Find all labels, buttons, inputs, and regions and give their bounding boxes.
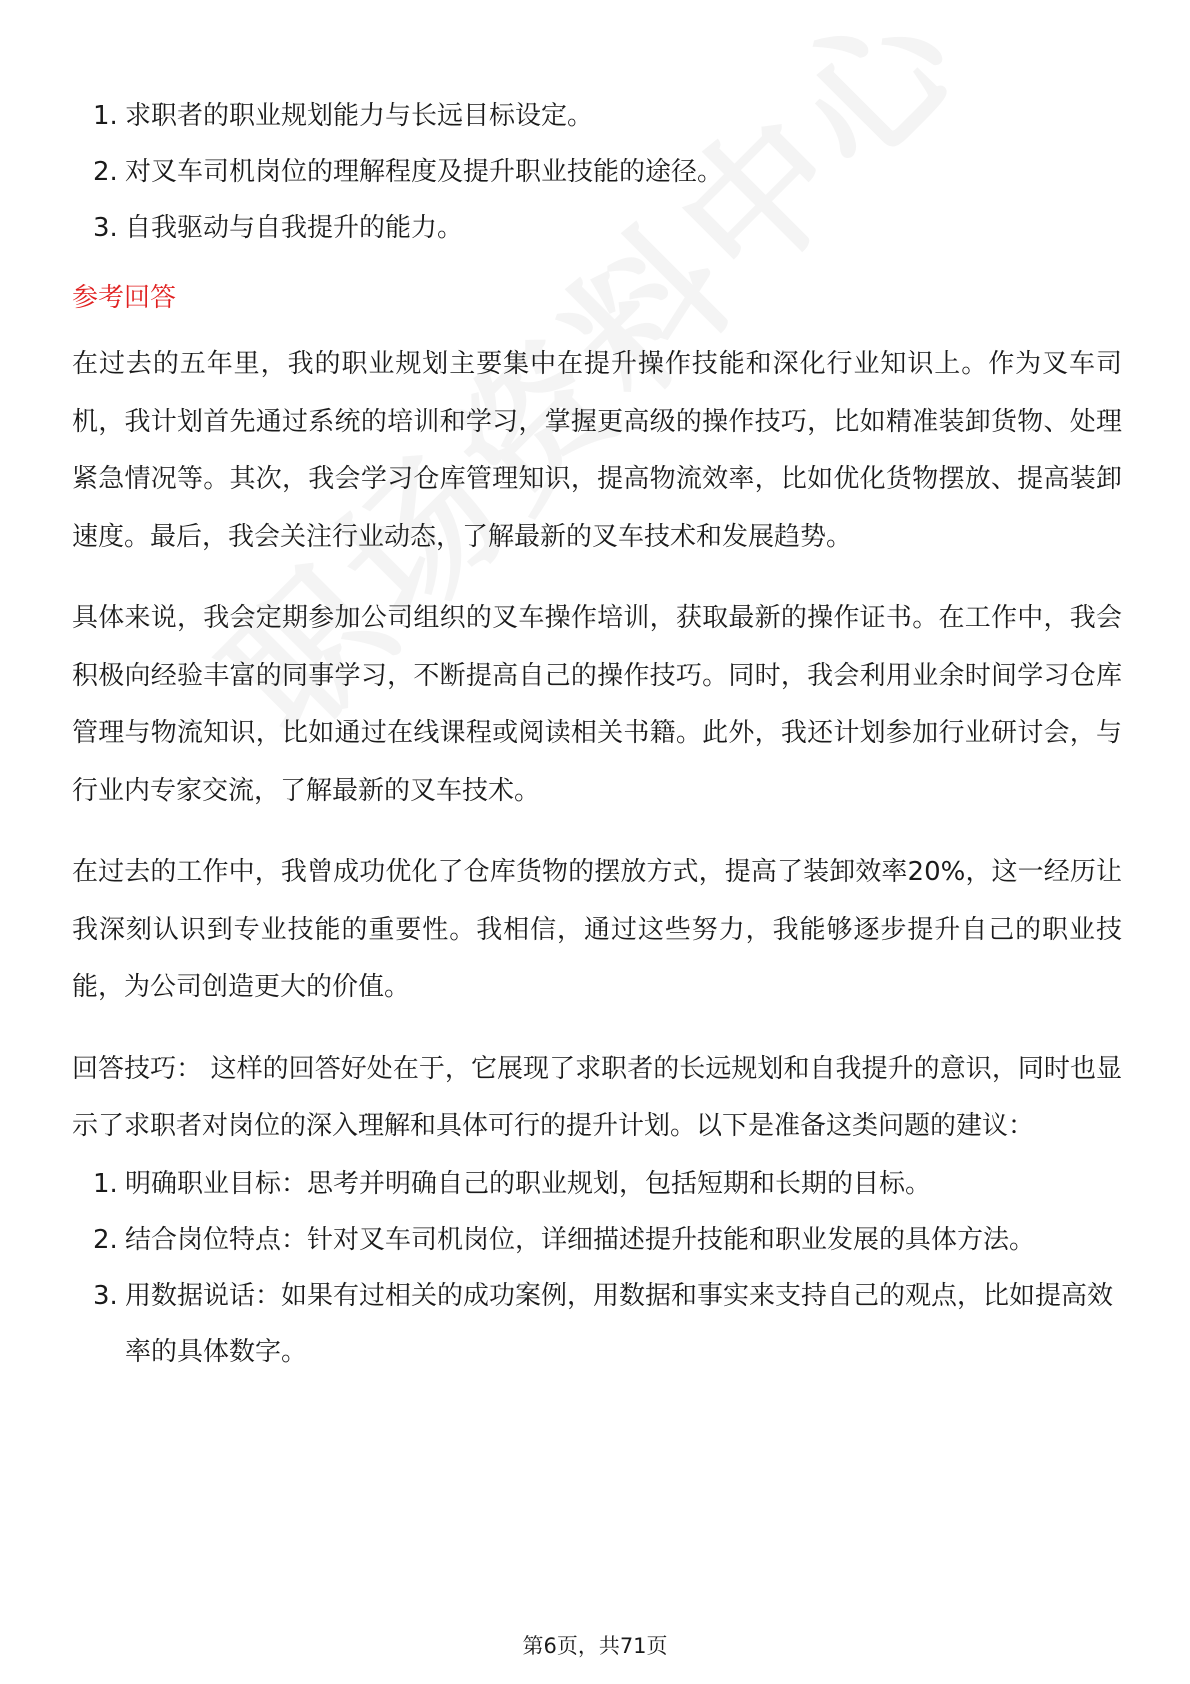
list-item-text: 结合岗位特点：针对叉车司机岗位，详细描述提升技能和职业发展的具体方法。: [125, 1224, 1036, 1255]
list-item-number: 3.: [93, 213, 118, 243]
list-item-number: 3.: [93, 1280, 118, 1311]
list-item: [72, 88, 1122, 144]
list-item-number: 2.: [93, 1224, 118, 1255]
list-item: [72, 1268, 1122, 1380]
answer-paragraph: 在过去的五年里，我的职业规划主要集中在提升操作技能和深化行业知识上。作为叉车司机，我计划首先通过系统的培训和学习，掌握更高级的操作技巧，比如精准装卸货物、处理紧急情况等。其次，我会学习仓库管理知识，提高物流效率，比如优化货物摆放、提高装卸速度。最后，我会关注行业动态，了解最新的叉车技术和发展趋势。: [72, 349, 1122, 552]
list-item-text: 用数据说话：如果有过相关的成功案例，用数据和事实来支持自己的观点，比如提高效率的具体数字。: [125, 1280, 1114, 1367]
answer-paragraph: 在过去的工作中，我曾成功优化了仓库货物的摆放方式，提高了装卸效率20%，这一经历让我深刻认识到专业技能的重要性。我相信，通过这些努力，我能够逐步提升自己的职业技能，为公司创造更大的价值。: [72, 857, 1122, 1002]
answer-paragraph: 具体来说，我会定期参加公司组织的叉车操作培训，获取最新的操作证书。在工作中，我会积极向经验丰富的同事学习，不断提高自己的操作技巧。同时，我会利用业余时间学习仓库管理与物流知识，比如通过在线课程或阅读相关书籍。此外，我还计划参加行业研讨会，与行业内专家交流，了解最新的叉车技术。: [72, 603, 1122, 806]
criteria-list: [72, 88, 1122, 256]
list-item: [72, 144, 1122, 200]
list-item-number: 1.: [93, 101, 118, 131]
list-item-text: 明确职业目标：思考并明确自己的职业规划，包括短期和长期的目标。: [125, 1168, 932, 1199]
section-heading: 参考回答: [72, 283, 177, 313]
tips-paragraph: 回答技巧： 这样的回答好处在于，它展现了求职者的长远规划和自我提升的意识，同时也显示了求职者对岗位的深入理解和具体可行的提升计划。以下是准备这类问题的建议：: [72, 1053, 1122, 1141]
list-item: [72, 1212, 1122, 1268]
page-number: 第6页，共71页: [522, 1634, 668, 1658]
tips-list: [72, 1156, 1122, 1380]
list-item-text: 自我驱动与自我提升的能力。: [125, 213, 464, 243]
list-item-number: 1.: [93, 1168, 118, 1199]
list-item-text: 对叉车司机岗位的理解程度及提升职业技能的途径。: [125, 157, 724, 187]
list-item: [72, 200, 1122, 256]
list-item-number: 2.: [93, 157, 118, 187]
list-item: [72, 1156, 1122, 1212]
list-item-text: 求职者的职业规划能力与长远目标设定。: [125, 101, 594, 131]
page-content: [72, 88, 1122, 1380]
